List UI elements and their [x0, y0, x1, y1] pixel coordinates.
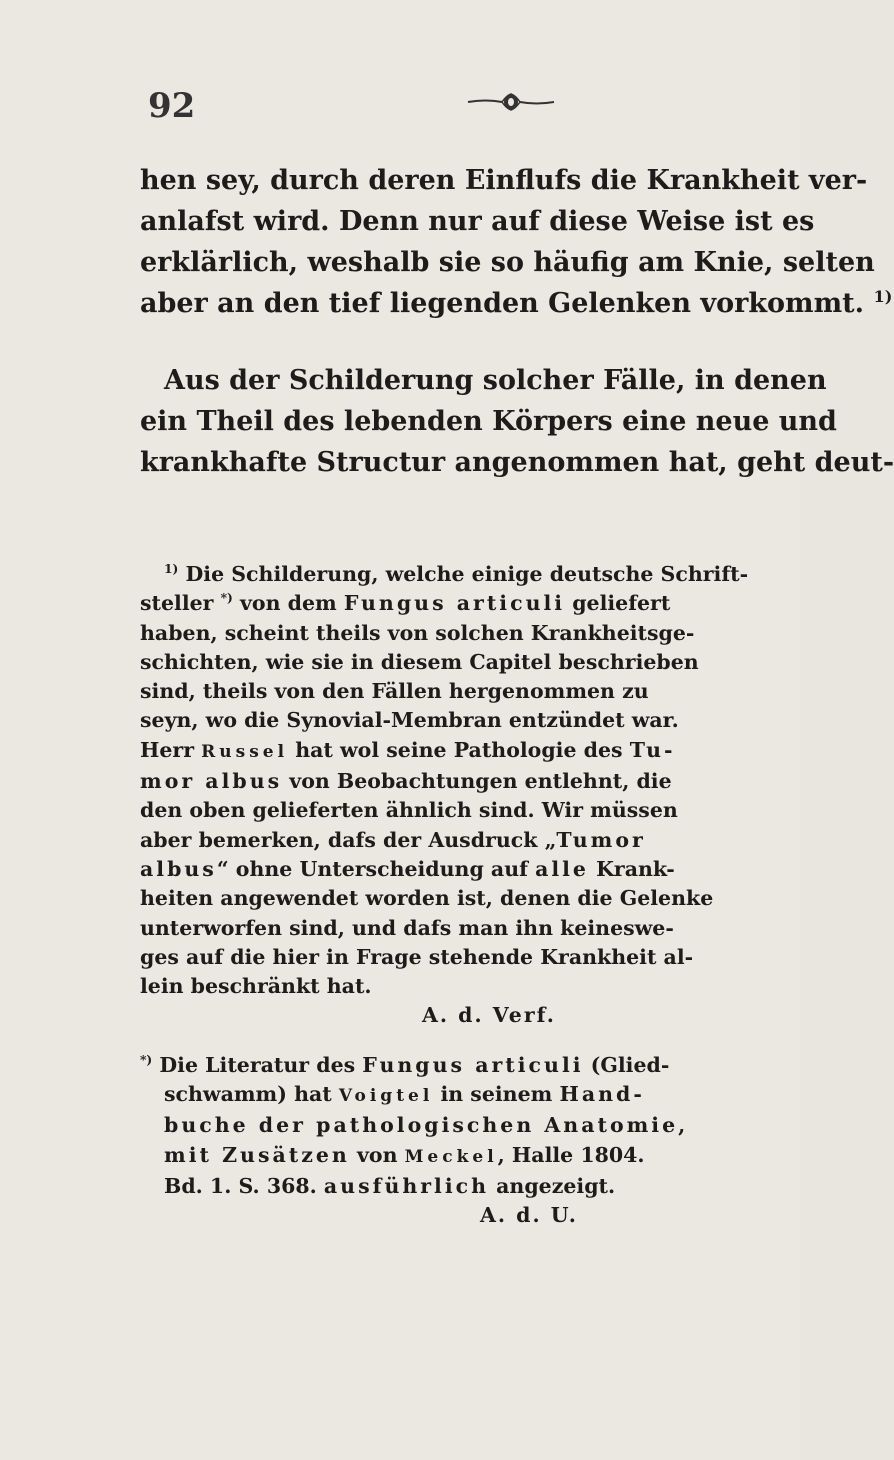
text-line: haben, scheint theils von solchen Krankheitsge-	[140, 620, 695, 645]
text-fragment: “ ohne Unterscheidung auf	[216, 856, 536, 881]
text-line: anlafst wird. Denn nur auf diese Weise ist es	[140, 206, 815, 237]
text-fragment: aber an den tief liegenden Gelenken vorkommt.	[140, 288, 865, 319]
text-fragment: angezeigt.	[489, 1173, 616, 1198]
text-fragment: von	[349, 1142, 405, 1167]
footnote-ref: *)	[220, 590, 233, 606]
text-fragment: (Glied-	[583, 1052, 670, 1077]
paragraph-1	[140, 160, 893, 324]
text-line: hen sey, durch deren Einflufs die Krankheit ver-	[140, 165, 868, 196]
spaced-term: mor albus	[140, 769, 283, 794]
spaced-term: Fungus articuli	[343, 591, 566, 616]
spaced-term: alle	[535, 856, 589, 881]
text-line: den oben gelieferten ähnlich sind. Wir müssen	[140, 798, 678, 823]
text-line: heiten angewendet worden ist, denen die Gelenke	[140, 886, 714, 911]
ornament-divider-icon	[466, 88, 556, 116]
text-line: unterworfen sind, und dafs man ihn keineswe-	[140, 915, 674, 940]
text-line	[140, 1111, 700, 1140]
spaced-term: buche der pathologischen Anatomie,	[164, 1113, 689, 1138]
text-fragment: Krank-	[588, 856, 675, 881]
text-line	[140, 736, 700, 767]
spaced-term: Hand-	[559, 1082, 645, 1107]
text-line: krankhafte Structur angenommen hat, geht deut-	[140, 447, 894, 478]
text-line: erklärlich, weshalb sie so häufig am Knie, selten	[140, 247, 875, 278]
page-number: 92	[148, 86, 196, 126]
footnote-marker: *)	[140, 1051, 153, 1067]
text-fragment: Herr	[140, 737, 202, 762]
footnote-signature: A. d. Verf.	[422, 1003, 556, 1028]
paragraph-2	[140, 360, 894, 483]
spaced-term: Fungus articuli	[362, 1052, 584, 1077]
text-line	[140, 826, 700, 855]
text-fragment: von dem	[232, 591, 344, 616]
text-line: ein Theil des lebenden Körpers eine neue und	[140, 406, 837, 437]
text-fragment: Die Schilderung, welche einige deutsche Schrift-	[178, 562, 749, 586]
footnote-2	[140, 1051, 700, 1231]
spaced-term: mit Zusätzen	[164, 1142, 350, 1167]
author-name: Meckel	[404, 1146, 498, 1167]
text-line	[140, 1051, 700, 1080]
text-line: schichten, wie sie in diesem Capitel beschrieben	[140, 649, 699, 674]
text-fragment: Bd. 1. S. 368.	[164, 1173, 324, 1198]
spaced-term: Tumor	[556, 827, 646, 852]
page-header	[148, 86, 668, 126]
text-line	[140, 283, 893, 324]
footnote-1	[140, 560, 749, 1031]
author-name: Russel	[201, 741, 289, 762]
text-line	[140, 855, 700, 884]
footnotes	[140, 560, 749, 1231]
main-text	[140, 160, 894, 483]
text-fragment: in seinem	[433, 1082, 560, 1107]
footnote-ref: 1)	[873, 287, 893, 306]
author-name: Voigtel	[338, 1086, 434, 1107]
footnote-signature: A. d. U.	[480, 1203, 578, 1228]
spaced-term: Tu-	[629, 737, 676, 762]
text-line: sind, theils von den Fällen hergenommen zu	[140, 679, 649, 704]
text-line: seyn, wo die Synovial-Membran entzündet war.	[140, 708, 679, 733]
text-fragment: aber bemerken, dafs der Ausdruck „	[140, 827, 557, 852]
text-fragment: schwamm) hat	[164, 1082, 339, 1107]
text-fragment: hat wol seine Pathologie des	[288, 737, 630, 762]
text-fragment: Die Literatur des	[152, 1052, 363, 1077]
text-fragment: geliefert	[565, 591, 671, 616]
text-line: ges auf die hier in Frage stehende Krankheit al-	[140, 944, 694, 969]
text-line	[140, 560, 749, 589]
spaced-term: ausführlich	[323, 1173, 490, 1198]
text-line	[140, 1141, 700, 1172]
text-line: lein beschränkt hat.	[140, 974, 372, 999]
spaced-term: albus	[140, 856, 217, 881]
text-fragment: , Halle 1804.	[497, 1142, 645, 1167]
text-line	[140, 767, 700, 796]
footnote-marker: 1)	[164, 561, 179, 577]
text-line	[140, 1172, 700, 1201]
text-line	[140, 1080, 700, 1111]
text-fragment: steller	[140, 591, 221, 616]
text-line: Aus der Schilderung solcher Fälle, in denen	[164, 365, 827, 396]
text-fragment: von Beobachtungen entlehnt, die	[282, 769, 672, 794]
text-line	[140, 589, 700, 618]
